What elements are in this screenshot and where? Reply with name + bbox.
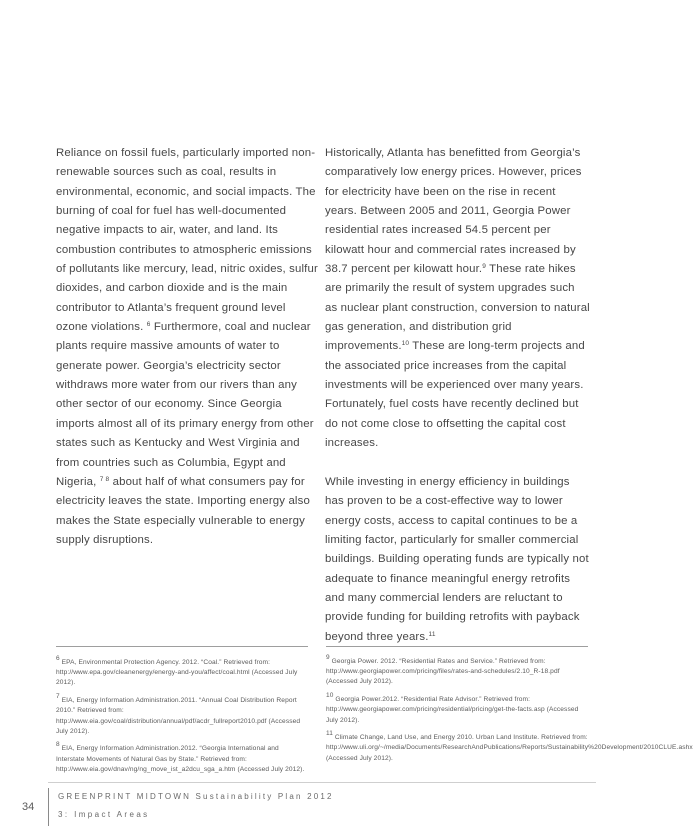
- right-paragraph-2: [325, 473, 590, 647]
- footer-rule: [48, 782, 596, 783]
- footnote-text: Georgia Power. 2012. “Residential Rates and Service.” Retrieved from: http://www.georgiapower.com/pricing/files/rates-and-schedules/2.10_R-18.pdf (Accessed July 2012).: [326, 658, 560, 686]
- left-paragraph-1: [56, 144, 318, 550]
- footnote-num: 8: [56, 741, 60, 749]
- right-para1-text-a: Historically, Atlanta has benefitted from Georgia’s comparatively low energy prices. However, prices for electricity have been on the rise in recent years. Between 2005 and 2011, Georgia Power residential rates increased 54.5 percent per kilowatt hour and commercial rates increased by 38.7 percent per kilowatt hour.: [325, 147, 582, 276]
- footnote-num: 6: [56, 655, 60, 662]
- footer-title: GREENPRINT MIDTOWN Sustainability Plan 2012: [58, 792, 334, 801]
- footnote-num: 10: [326, 692, 334, 700]
- footnote-num: 7: [56, 693, 60, 701]
- left-column: [56, 144, 318, 550]
- footnote-num: 11: [326, 730, 333, 738]
- footnote-10: [326, 692, 588, 726]
- footnote-9: [326, 654, 588, 688]
- footnotes-right: [326, 654, 693, 771]
- footnote-rule-right: [326, 646, 588, 647]
- footnote-text: EIA, Energy Information Administration.2011. “Annual Coal Distribution Report 2010.” Retrieved from: http://www.eia.gov/coal/distribution/annual/pdf/acdr_fullreport2010.pdf (Accessed July 2012).: [56, 697, 301, 735]
- left-para-text-a: Reliance on fossil fuels, particularly imported non-renewable sources such as coal, results in environmental, economic, and social impacts. The burning of coal for fuel has well-documented negative impacts to air, water, and land. Its combustion contributes to atmospheric emissions of pollutants like mercury, lead, nitric oxides, sulfur dioxides, and carbon dioxide and is the main contributor to Atlanta’s frequent ground level ozone violations.: [56, 147, 318, 334]
- paragraph-gap: [325, 454, 590, 473]
- footnote-text: EPA, Environmental Protection Agency. 2012. “Coal.” Retrieved from: http://www.epa.gov/cleanenergy/energy-and-you/affect/coal.html (Accessed July 2012).: [56, 659, 298, 687]
- left-para-text-b: Furthermore, coal and nuclear plants require massive amounts of water to generate power. Georgia’s electricity sector withdraws more water from our rivers than any other sector of our economy. Since Georgia imports almost all of its primary energy from other states such as Kentucky and West Virginia and from countries such as Columbia, Egypt and Nigeria,: [56, 321, 314, 488]
- footnote-num: 9: [326, 654, 330, 661]
- footnote-rule-left: [56, 646, 308, 647]
- footnote-7: [56, 693, 306, 737]
- footer-divider: [48, 788, 49, 826]
- footnote-11: [326, 730, 693, 764]
- footnote-ref-11[interactable]: 11: [428, 630, 436, 638]
- footnote-ref-9[interactable]: 9: [482, 263, 487, 271]
- right-para1-text-c: These are long-term projects and the associated price increases from the capital investments will be experienced over many years. Fortunately, fuel costs have recently declined but do not come close to offsetting the capital cost increases.: [325, 340, 585, 450]
- footnote-ref-6[interactable]: 6: [146, 321, 151, 329]
- footnote-8: [56, 741, 306, 775]
- right-column: [325, 144, 590, 647]
- right-para2-text: While investing in energy efficiency in buildings has proven to be a cost-effective way to lower energy costs, access to capital continues to be a limiting factor, particularly for smaller commercial buildings. Building operating funds are typically not adequate to finance meaningful energy retrofits and many commercial lenders are reluctant to provide funding for building retrofits with payback beyond three years.: [325, 475, 589, 643]
- footnote-text: Georgia Power.2012. “Residential Rate Advisor.” Retrieved from: http://www.georgiapower.com/pricing/residential/pricing/get-the-facts.asp (Accessed July 2012).: [326, 696, 579, 724]
- footnote-text: Climate Change, Land Use, and Energy 2010. Urban Land Institute. Retrieved from: http://www.uli.org/~/media/Documents/ResearchAndPublications/Reports/Sustainability%20Development/2010CLUE.ashx (Accessed July 2012).: [326, 734, 693, 762]
- right-para1-text-b: These rate hikes are primarily the result of system upgrades such as nuclear plant construction, conversion to natural gas generation, and distribution grid improvements.: [325, 263, 590, 353]
- footnote-6: [56, 655, 306, 689]
- footnotes-left: [56, 655, 306, 783]
- page-number: 34: [22, 801, 35, 813]
- footer-section: 3: Impact Areas: [58, 810, 150, 819]
- footnote-ref-7-8[interactable]: 7 8: [99, 475, 110, 483]
- footnote-text: EIA, Energy Information Administration.2012. “Georgia International and Interstate Movements of Natural Gas by State.” Retrieved from: http://www.eia.gov/dnav/ng/ng_move_ist_a2dcu_sga_a.htm (Accessed July 2012).: [56, 745, 305, 773]
- left-para-text-c: about half of what consumers pay for electricity leaves the state. Importing energy also makes the State especially vulnerable to energy supply disruptions.: [56, 475, 310, 546]
- right-paragraph-1: [325, 144, 590, 454]
- footnote-ref-10[interactable]: 10: [401, 340, 410, 348]
